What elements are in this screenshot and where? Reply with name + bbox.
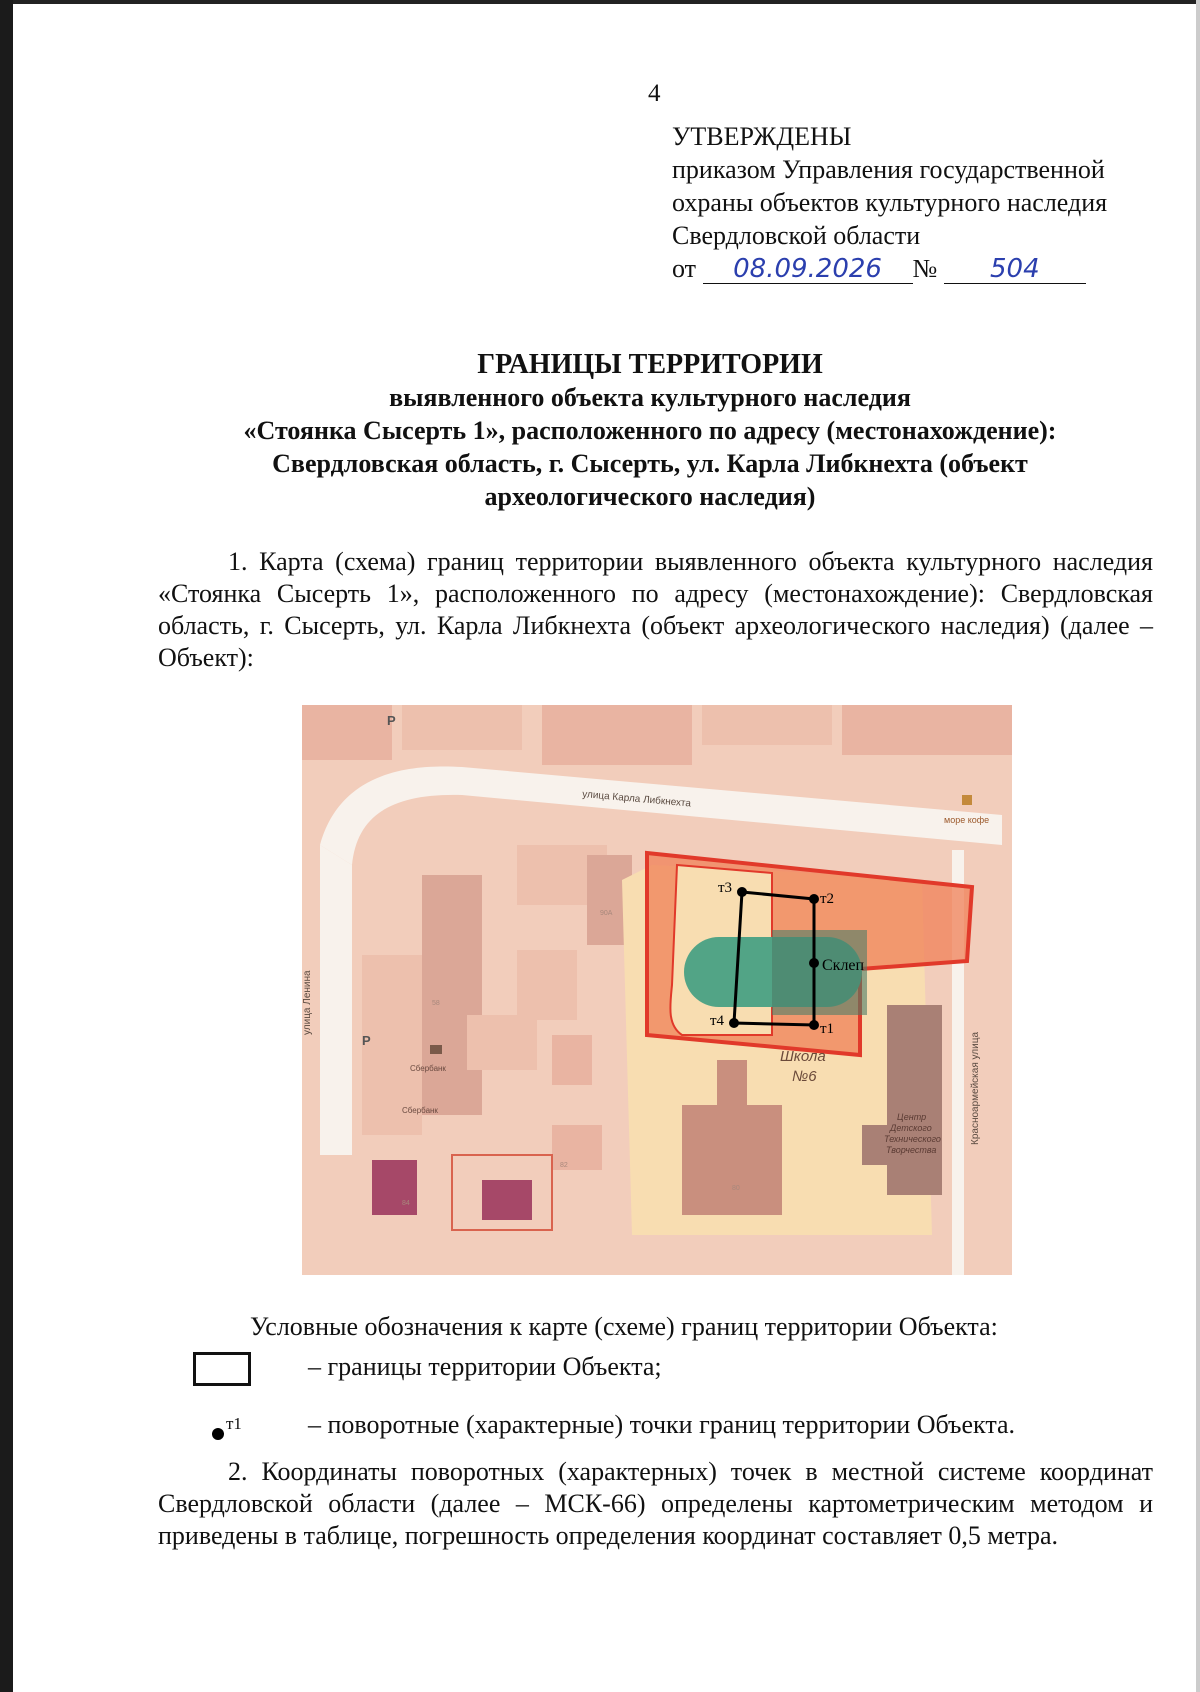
legend-boundary-symbol [193, 1352, 251, 1386]
cafe-icon [962, 795, 972, 805]
building [552, 1035, 592, 1085]
section-2-number: 2. [228, 1457, 248, 1486]
label-bank-1: Сбербанк [410, 1064, 446, 1073]
legend-point-label: т1 [226, 1414, 242, 1433]
approval-line1: приказом Управления государственной [672, 155, 1105, 184]
number-field [944, 255, 1086, 284]
building [422, 875, 482, 1115]
date-field [703, 255, 913, 284]
crypt-point [809, 958, 819, 968]
house-number: 84 [402, 1200, 410, 1207]
label-crypt: Склеп [822, 957, 865, 974]
scan-border-left [0, 0, 13, 1692]
label-t4: т4 [710, 1013, 725, 1029]
boundary-map [302, 705, 1012, 1275]
building [467, 1015, 537, 1070]
handwritten-date: 08.09.2026 [733, 254, 882, 284]
boundary-point-t2 [809, 894, 819, 904]
page-number: 4 [648, 80, 661, 107]
section-1-number: 1. [228, 547, 248, 576]
approval-block [672, 120, 1192, 285]
section-1-paragraph [158, 546, 1153, 674]
label-school-1: Школа [780, 1048, 826, 1065]
approval-line3: Свердловской области [672, 221, 921, 250]
label-center-4: Творчества [886, 1145, 937, 1155]
parking-icon-left: P [362, 1033, 371, 1048]
scan-border-right [1196, 0, 1200, 1692]
title-line4: Свердловская область, г. Сысерть, ул. Карла Либкнехта (объект [272, 449, 1028, 478]
road-lenina [320, 845, 352, 1155]
boundary-point-t1 [809, 1020, 819, 1030]
section-2-text: Координаты поворотных (характерных) точек в местной системе координат Свердловской области (далее – МСК-66) определены картометрическим методом и приведены в таблице, погрешность определения координат составляет 0,5 метра. [158, 1457, 1153, 1550]
boundary-point-t3 [737, 887, 747, 897]
label-t3: т3 [718, 880, 733, 896]
title-line2: выявленного объекта культурного наследия [389, 383, 911, 412]
number-label: № [912, 254, 938, 283]
house-number: 58 [432, 1000, 440, 1007]
label-bank-2: Сбербанк [402, 1106, 438, 1115]
approval-line2: охраны объектов культурного наследия [672, 188, 1108, 217]
center-building [887, 1005, 942, 1195]
label-center-2: Детского [890, 1123, 932, 1133]
building [842, 705, 1012, 755]
handwritten-number: 504 [990, 254, 1040, 284]
legend-point-symbol [212, 1428, 224, 1440]
label-center-1: Центр [897, 1112, 927, 1122]
approval-date-line [672, 252, 1192, 285]
label-street-top: улица Карла Либкнехта [581, 789, 692, 810]
label-school-2: №6 [792, 1068, 817, 1085]
title-line5: археологического наследия) [484, 482, 816, 511]
approval-heading: УТВЕРЖДЕНЫ [672, 122, 852, 151]
document-title [150, 348, 1150, 513]
building [517, 950, 577, 1020]
school-building [682, 1105, 782, 1215]
purple-building [372, 1160, 417, 1215]
building [542, 705, 692, 765]
boundary-point-t4 [729, 1018, 739, 1028]
parking-icon-top: P [387, 713, 396, 728]
from-label: от [672, 254, 697, 283]
title-line1: ГРАНИЦЫ ТЕРРИТОРИИ [477, 349, 823, 380]
legend-title: Условные обозначения к карте (схеме) границ территории Объекта: [250, 1312, 998, 1341]
bank-icon [430, 1045, 442, 1054]
label-t2: т2 [820, 891, 835, 907]
section-2-paragraph [158, 1456, 1153, 1552]
purple-building [482, 1180, 532, 1220]
scan-border-top [0, 0, 1200, 4]
label-t1: т1 [820, 1021, 835, 1037]
title-line3: «Стоянка Сысерть 1», расположенного по адресу (местонахождение): [243, 416, 1057, 445]
legend-boundary-text: – границы территории Объекта; [308, 1352, 662, 1381]
section-1-text: Карта (схема) границ территории выявленного объекта культурного наследия «Стоянка Сысерть 1», расположенного по адресу (местонахождение): Свердловская область, г. Сысерть, ул. Карла Либкнехта (объект археологического наследия) (далее – Объект): [158, 547, 1153, 672]
house-number: 80 [732, 1185, 740, 1192]
school-building [717, 1060, 747, 1120]
label-street-right: Красноармейская улица [970, 1031, 981, 1145]
label-cafe: море кофе [944, 815, 990, 825]
label-street-left: улица Ленина [302, 970, 313, 1035]
legend-point-text: – поворотные (характерные) точки границ территории Объекта. [308, 1410, 1016, 1439]
house-number: 82 [560, 1162, 568, 1169]
building [302, 705, 392, 760]
house-number: 90А [600, 910, 613, 917]
label-center-3: Технического [884, 1134, 941, 1144]
building [402, 705, 522, 750]
building [702, 705, 832, 745]
